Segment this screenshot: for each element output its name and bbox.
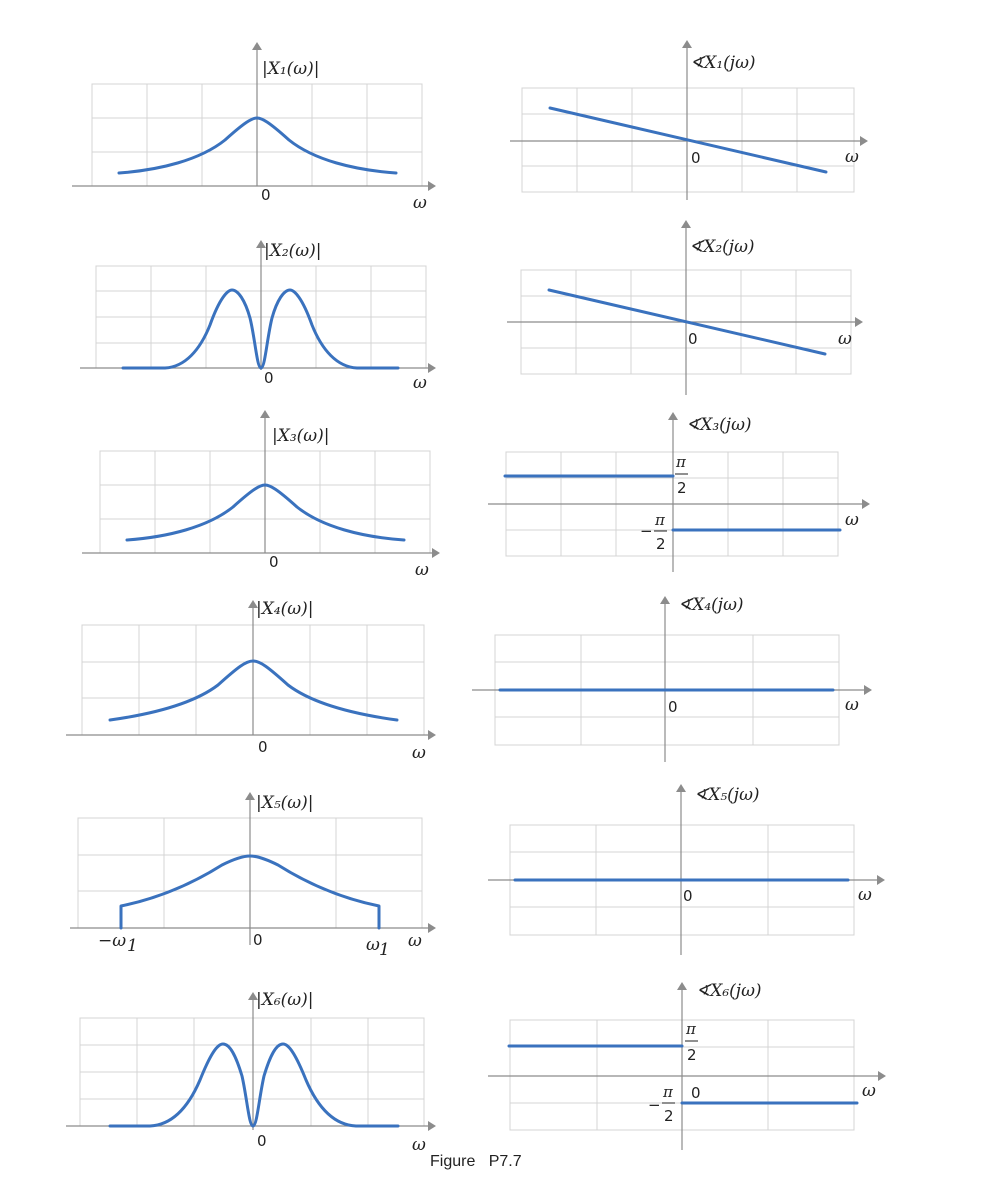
svg-text:2: 2 [677, 479, 687, 497]
origin-label: 0 [257, 1132, 267, 1150]
magnitude-panel-1 [72, 42, 436, 213]
svg-text:π: π [676, 453, 686, 471]
omega-label: ω [838, 329, 852, 349]
svg-text:−: − [640, 522, 653, 540]
phase-label: ∢X₆(jω) [696, 981, 762, 1001]
omega-label: ω [845, 695, 859, 715]
omega-label: ω [412, 743, 426, 763]
phase-panel-6 [488, 981, 886, 1150]
origin-label: 0 [258, 738, 268, 756]
phase-label: ∢X₃(jω) [686, 415, 752, 435]
vertical-axis-arrow [681, 220, 691, 228]
origin-label: 0 [691, 149, 701, 167]
svg-text:π: π [686, 1020, 696, 1038]
vertical-axis-arrow [252, 42, 262, 50]
phase-label: ∢X₂(jω) [689, 237, 755, 257]
phase-panel-4 [472, 595, 872, 762]
omega-label: ω [858, 885, 872, 905]
origin-label: 0 [269, 553, 279, 571]
omega-axis-arrow [864, 685, 872, 695]
omega-axis-arrow [432, 548, 440, 558]
omega-axis-arrow [862, 499, 870, 509]
origin-label: 0 [683, 887, 693, 905]
omega-axis-arrow [860, 136, 868, 146]
svg-text:2: 2 [656, 535, 666, 553]
magnitude-label: |X₂(ω)| [264, 241, 322, 261]
svg-text:π: π [663, 1083, 673, 1101]
phase-label: ∢X₅(jω) [694, 785, 760, 805]
omega-axis-arrow [428, 923, 436, 933]
magnitude-label: |X₁(ω)| [262, 59, 320, 79]
phase-label: ∢X₄(jω) [678, 595, 744, 615]
svg-text:−: − [648, 1096, 661, 1114]
vertical-axis-arrow [660, 596, 670, 604]
neg-omega1-label [98, 931, 138, 956]
svg-text:2: 2 [687, 1046, 697, 1064]
svg-text:1: 1 [127, 936, 138, 956]
magnitude-label: |X₄(ω)| [256, 599, 314, 619]
omega-label: ω [413, 373, 427, 393]
vertical-axis-arrow [260, 410, 270, 418]
magnitude-label: |X₆(ω)| [256, 990, 314, 1010]
phase-panel-3 [488, 412, 870, 572]
svg-text:ω: ω [366, 935, 380, 955]
svg-text:π: π [655, 511, 665, 529]
phase-panel-1 [510, 40, 868, 200]
omega-axis-arrow [428, 181, 436, 191]
vertical-axis-arrow [682, 40, 692, 48]
magnitude-panel-4 [66, 599, 436, 763]
omega-axis-arrow [878, 1071, 886, 1081]
magnitude-panel-3 [82, 410, 440, 580]
magnitude-panel-2 [80, 240, 436, 393]
origin-label: 0 [253, 931, 263, 949]
magnitude-label: |X₃(ω)| [272, 426, 330, 446]
omega-label: ω [415, 560, 429, 580]
vertical-axis-arrow [245, 792, 255, 800]
origin-label: 0 [261, 186, 271, 204]
phase-panel-5 [488, 784, 885, 955]
vertical-axis-arrow [677, 982, 687, 990]
figure-caption: Figure P7.7 [430, 1153, 522, 1170]
origin-label: 0 [668, 698, 678, 716]
omega-axis-arrow [428, 730, 436, 740]
omega-axis-arrow [855, 317, 863, 327]
magnitude-panel-6 [66, 990, 436, 1155]
phase-label: ∢X₁(jω) [690, 53, 756, 73]
magnitude-label: |X₅(ω)| [256, 793, 314, 813]
omega-label: ω [408, 931, 422, 951]
svg-text:1: 1 [379, 940, 390, 960]
vertical-axis-arrow [676, 784, 686, 792]
origin-label: 0 [264, 369, 274, 387]
omega1-label [366, 935, 390, 960]
omega-label: ω [845, 147, 859, 167]
phase-panel-2 [507, 220, 863, 395]
origin-label: 0 [688, 330, 698, 348]
omega-axis-arrow [877, 875, 885, 885]
svg-text:−ω: −ω [98, 931, 127, 951]
omega-label: ω [845, 510, 859, 530]
omega-axis-arrow [428, 363, 436, 373]
origin-label: 0 [691, 1084, 701, 1102]
vertical-axis-arrow [668, 412, 678, 420]
magnitude-panel-5 [70, 792, 436, 960]
omega-label: ω [412, 1135, 426, 1155]
svg-text:2: 2 [664, 1107, 674, 1125]
omega-label: ω [862, 1081, 876, 1101]
omega-label: ω [413, 193, 427, 213]
omega-axis-arrow [428, 1121, 436, 1131]
